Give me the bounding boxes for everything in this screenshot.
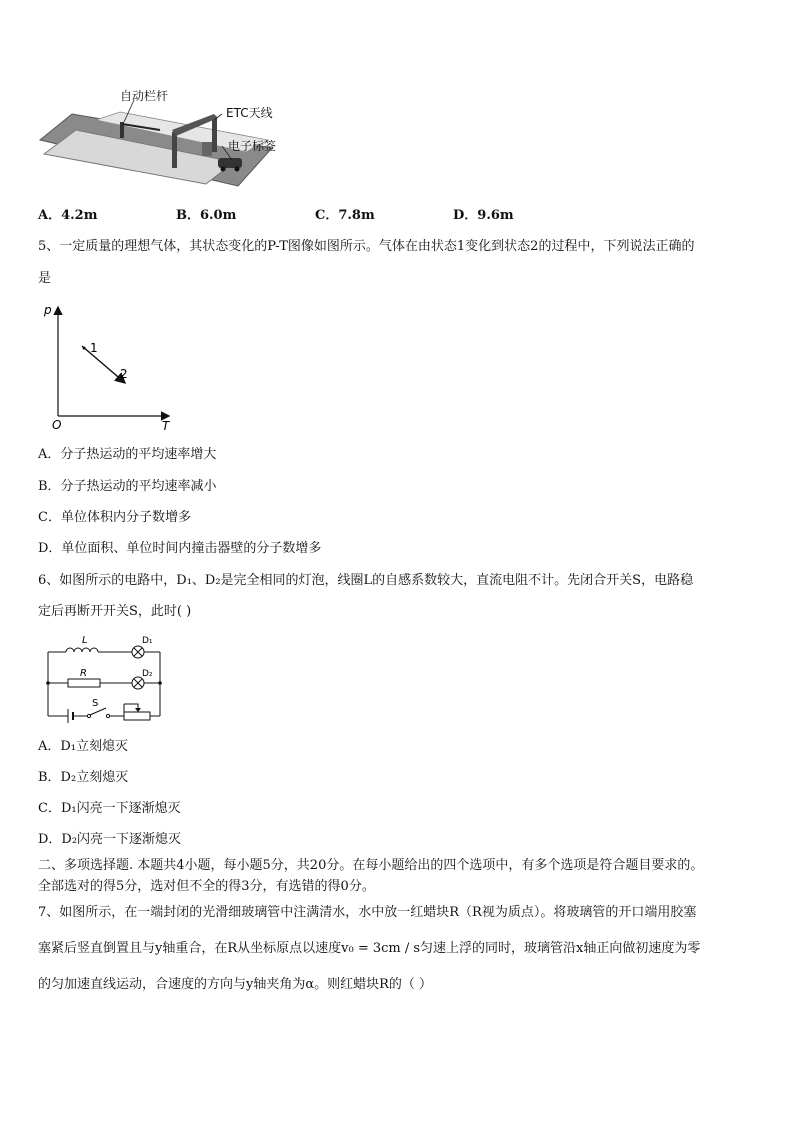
state-1-label: 1 bbox=[90, 341, 98, 355]
label-s: S bbox=[92, 698, 99, 709]
q5-option-c: C．单位体积内分子数增多 bbox=[38, 510, 191, 525]
junction bbox=[46, 681, 50, 685]
car-wheel bbox=[221, 167, 226, 172]
q5-option-b: B．分子热运动的平均速率减小 bbox=[38, 479, 217, 494]
etc-toll-figure bbox=[36, 80, 296, 192]
q6-option-c: C．D₁闪亮一下逐渐熄灭 bbox=[38, 801, 181, 816]
label-r: R bbox=[80, 668, 87, 679]
state-2-label: 2 bbox=[120, 367, 128, 381]
gantry-left bbox=[172, 132, 177, 168]
q6-option-b: B．D₂立刻熄灭 bbox=[38, 770, 129, 785]
state-1-point bbox=[83, 347, 86, 350]
q6-stem-line1: 6、如图所示的电路中，D₁、D₂是完全相同的灯泡，线圈L的自感系数较大，直流电阻不计。先闭合开关S，电路稳 bbox=[38, 573, 694, 588]
section2-heading-line2: 全部选对的得5分，选对但不全的得3分，有选错的得0分。 bbox=[38, 879, 375, 894]
q5-stem-line1: 5、一定质量的理想气体，其状态变化的P-T图像如图所示。气体在由状态1变化到状态2的过程中，下列说法正确的 bbox=[38, 239, 695, 254]
q6-option-d: D．D₂闪亮一下逐渐熄灭 bbox=[38, 832, 182, 847]
q5-pt-graph bbox=[38, 300, 178, 432]
q4-option-a: A．4.2m bbox=[38, 208, 98, 223]
label-gate: 自动栏杆 bbox=[120, 89, 169, 103]
section2-heading-line1: 二、多项选择题. 本题共4小题，每小题5分，共20分。在每小题给出的四个选项中，有多个选项是符合题目要求的。 bbox=[38, 858, 704, 873]
q7-stem-line1: 7、如图所示，在一端封闭的光滑细玻璃管中注满清水，水中放一红蜡块R（R视为质点）。将玻璃管的开口端用胶塞 bbox=[38, 905, 697, 920]
car-wheel bbox=[235, 167, 240, 172]
q6-option-a: A．D₁立刻熄灭 bbox=[38, 739, 129, 754]
gantry-right bbox=[212, 118, 217, 152]
slider-arrow bbox=[135, 708, 141, 712]
q5-option-a: A．分子热运动的平均速率增大 bbox=[38, 447, 217, 462]
label-l: L bbox=[82, 635, 88, 646]
label-d2: D₂ bbox=[142, 669, 153, 679]
q7-stem-line3: 的匀加速直线运动，合速度的方向与y轴夹角为α。则红蜡块R的（ ） bbox=[38, 977, 433, 992]
car bbox=[218, 158, 242, 168]
y-label: p bbox=[44, 303, 52, 317]
label-tag: 电子标签 bbox=[228, 139, 277, 153]
switch-s bbox=[90, 708, 106, 715]
resistor-r bbox=[68, 679, 100, 687]
rheostat-slider bbox=[124, 704, 138, 711]
q6-stem-line2: 定后再断开开关S，此时( ) bbox=[38, 604, 192, 619]
booth bbox=[202, 142, 212, 156]
inductor-coil bbox=[66, 648, 98, 652]
process-line bbox=[82, 346, 124, 382]
label-d1: D₁ bbox=[142, 636, 153, 646]
label-antenna: ETC天线 bbox=[226, 106, 273, 120]
origin-label: O bbox=[52, 418, 62, 432]
q5-option-d: D．单位面积、单位时间内撞击器壁的分子数增多 bbox=[38, 541, 322, 556]
q7-stem-line2: 塞紧后竖直倒置且与y轴重合，在R从坐标原点以速度v₀ = 3cm / s匀速上浮的同时，玻璃管沿x轴正向做初速度为零 bbox=[38, 941, 701, 956]
q4-option-c: C．7.8m bbox=[315, 208, 375, 223]
x-label: T bbox=[162, 419, 170, 432]
q5-stem-line2: 是 bbox=[38, 271, 52, 286]
q6-circuit-diagram bbox=[38, 630, 168, 724]
junction bbox=[158, 681, 162, 685]
q4-option-b: B．6.0m bbox=[176, 208, 237, 223]
switch-contact bbox=[106, 714, 109, 717]
rheostat bbox=[124, 712, 150, 720]
q4-option-d: D．9.6m bbox=[453, 208, 514, 223]
